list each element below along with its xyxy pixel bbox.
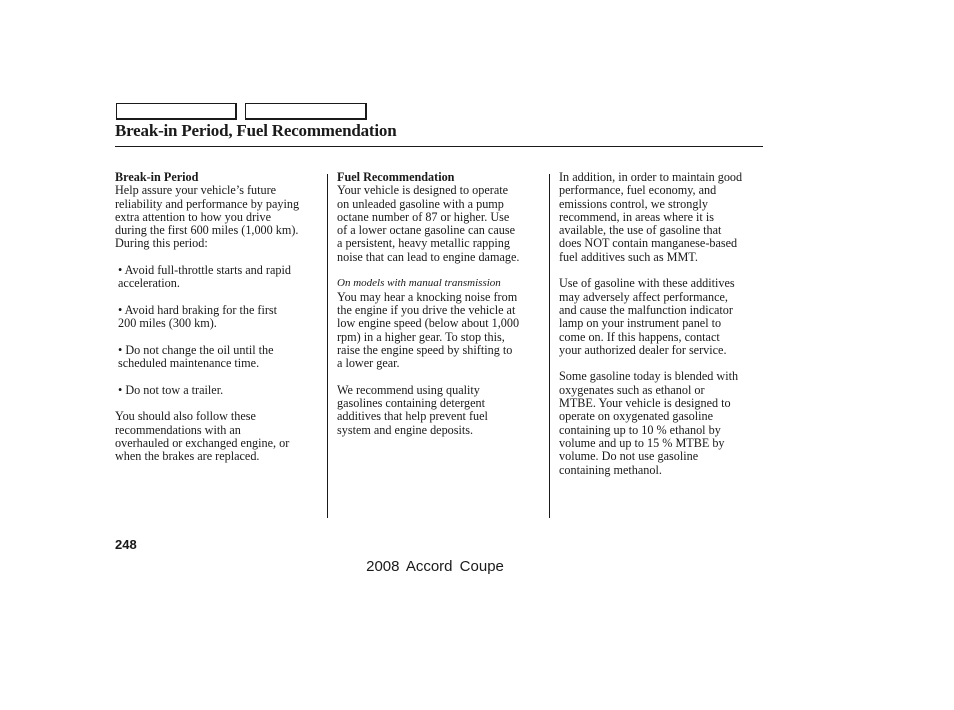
bullet-item [115,304,325,331]
text-line: extra attention to how you drive [115,209,272,224]
text-line: Help assure your vehicle’s future [115,183,277,198]
text-line: low engine speed (below about 1,000 [337,316,520,331]
page-number: 248 [115,537,137,552]
text-line: recommend, in areas where it is [559,209,714,224]
text-line: operate on oxygenated gasoline [559,409,713,424]
text-line: of a lower octane gasoline can cause [337,223,515,238]
text-line: • Do not tow a trailer. [118,382,224,397]
bullet-item [115,264,325,291]
column-additives [559,171,765,477]
text-line: noise that can lead to engine damage. [337,249,520,264]
text-line: In addition, in order to maintain good [559,170,743,184]
text-line: • Do not change the oil until the [118,342,274,357]
text-line: reliability and performance by paying [115,196,300,211]
text-line: raise the engine speed by shifting to [337,342,513,357]
column-divider [327,174,328,518]
text-line: performance, fuel economy, and [559,183,717,198]
title-rule [115,146,763,147]
text-line: volume and up to 15 % MTBE by [559,435,725,450]
nav-tab-1[interactable] [116,103,237,120]
text-line: We recommend using quality [337,382,480,397]
text-line: containing up to 10 % ethanol by [559,422,721,437]
footer-model-name: 2008 Accord Coupe [366,558,504,575]
manual-transmission-note: On models with manual transmission [337,277,501,290]
text-line: containing methanol. [559,462,662,477]
text-line: emissions control, we strongly [559,196,708,211]
bullet-item [115,384,325,397]
additives-paragraph-3 [559,370,765,476]
fuel-paragraph-2 [337,291,547,371]
text-line: During this period: [115,236,208,251]
text-line: rpm) in a higher gear. To stop this, [337,329,505,344]
text-line: You should also follow these [115,409,256,424]
text-line: may adversely affect performance, [559,289,728,304]
text-line: gasolines containing detergent [337,396,486,411]
text-line: MTBE. Your vehicle is designed to [559,396,731,411]
text-line: additives that help prevent fuel [337,409,488,424]
text-line: • Avoid hard braking for the first [118,302,278,317]
section-title: Break-in Period, Fuel Recommendation [115,121,397,140]
text-line: during the first 600 miles (1,000 km). [115,223,299,238]
bullet-item [115,344,325,371]
fuel-heading: Fuel Recommendation [337,170,455,184]
text-line: come on. If this happens, contact [559,329,720,344]
text-line: recommendations with an [115,422,241,437]
break-in-heading: Break-in Period [115,170,199,184]
break-in-intro [115,184,325,250]
text-line: Some gasoline today is blended with [559,369,739,384]
text-line: available, the use of gasoline that [559,223,722,238]
text-line: 200 miles (300 km). [118,316,217,331]
nav-tab-2[interactable] [245,103,367,120]
text-line: does NOT contain manganese-based [559,236,738,251]
text-line: • Avoid full-throttle starts and rapid [118,263,291,278]
text-line: volume. Do not use gasoline [559,449,699,464]
fuel-paragraph-3 [337,384,547,437]
text-line: a persistent, heavy metallic rapping [337,236,510,251]
text-line: lamp on your instrument panel to [559,316,722,331]
text-line: You may hear a knocking noise from [337,289,518,304]
text-line: on unleaded gasoline with a pump [337,196,504,211]
column-divider [549,174,550,518]
text-line: scheduled maintenance time. [118,356,260,371]
text-line: system and engine deposits. [337,422,474,437]
text-line: oxygenates such as ethanol or [559,382,705,397]
text-line: a lower gear. [337,356,400,371]
additives-paragraph-2 [559,277,765,357]
text-line: and cause the malfunction indicator [559,302,733,317]
text-line: overhauled or exchanged engine, or [115,435,290,450]
text-line: acceleration. [118,276,180,291]
fuel-paragraph-1 [337,184,547,264]
text-line: Your vehicle is designed to operate [337,183,509,198]
column-break-in [115,171,325,464]
column-fuel-recommendation [337,171,547,437]
text-line: the engine if you drive the vehicle at [337,302,516,317]
text-line: your authorized dealer for service. [559,342,727,357]
text-line: when the brakes are replaced. [115,449,260,464]
text-line: fuel additives such as MMT. [559,249,698,264]
break-in-closing [115,410,325,463]
additives-paragraph-1 [559,171,765,264]
text-line: octane number of 87 or higher. Use [337,209,510,224]
text-line: Use of gasoline with these additives [559,276,735,291]
